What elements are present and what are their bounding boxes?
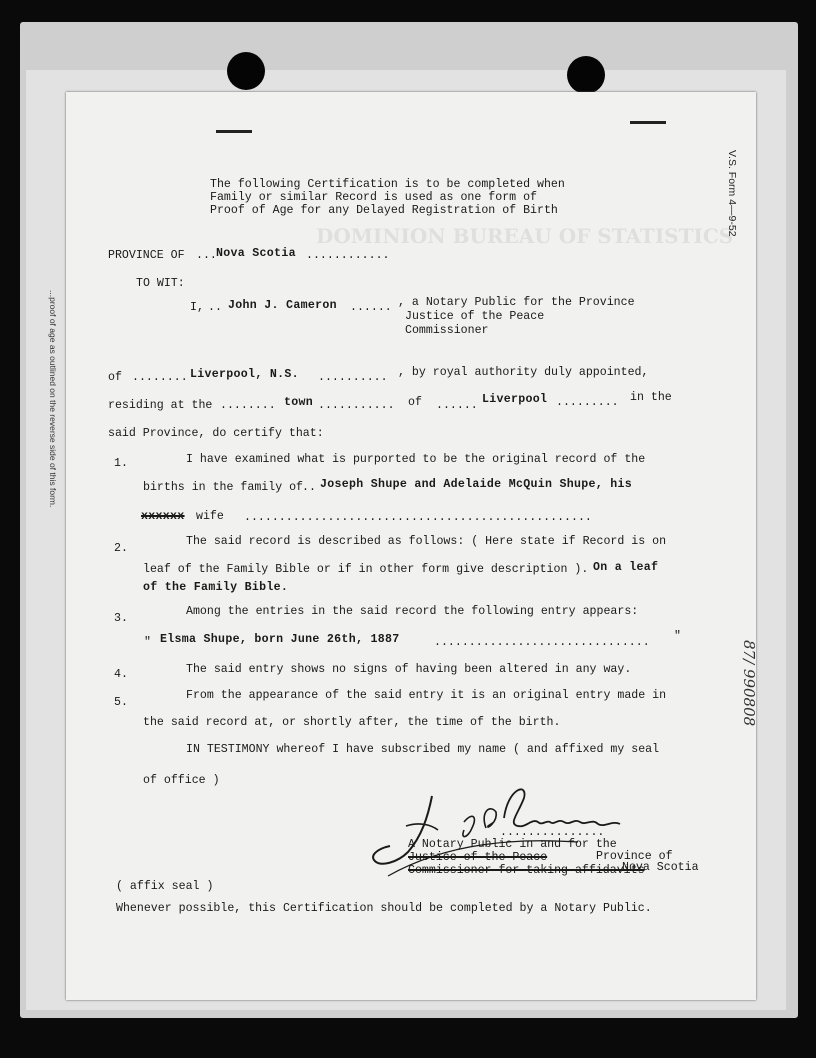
of2-dots: ......	[436, 399, 478, 412]
punch-hole-left	[227, 52, 265, 90]
of2-value: Liverpool	[482, 393, 548, 406]
header-line-2: Family or similar Record is used as one form of	[210, 191, 537, 204]
in-the: in the	[630, 391, 672, 404]
dash-mark	[216, 130, 252, 133]
of-value: Liverpool, N.S.	[190, 368, 299, 381]
province-dots-tail: ............	[306, 249, 390, 262]
item1-struck: xxxxxx	[141, 510, 185, 523]
of-label: of	[108, 371, 122, 384]
notary-line-3-struck: Commissioner for taking affidavits	[408, 864, 645, 877]
punch-hole-right	[567, 56, 605, 94]
item1-line2-prefix: births in the family of	[143, 481, 304, 494]
item3-entry: Elsma Shupe, born June 26th, 1887	[160, 633, 400, 646]
item-number-3: 3.	[114, 612, 128, 625]
testimony-line-1: IN TESTIMONY whereof I have subscribed my name ( and affixed my seal	[186, 743, 660, 756]
item3-close-quote: "	[674, 630, 681, 643]
item3-open-quote: "	[144, 636, 151, 649]
testimony-line-2: of office )	[143, 774, 220, 787]
dash-mark	[630, 121, 666, 124]
of2-dots-tail: .........	[556, 396, 619, 409]
notary-name: John J. Cameron	[228, 299, 337, 312]
side-note: ...proof of age as outlined on the reverse side of this form.	[48, 290, 58, 508]
header-line-3: Proof of Age for any Delayed Registration of Birth	[210, 204, 558, 217]
item1-dots: ..	[302, 481, 316, 494]
item5-line1: From the appearance of the said entry it is an original entry made in	[186, 689, 667, 702]
item3-line1: Among the entries in the said record the following entry appears:	[186, 605, 639, 618]
item1-family: Joseph Shupe and Adelaide McQuin Shupe, his	[320, 478, 633, 491]
footer-note: Whenever possible, this Certification should be completed by a Notary Public.	[116, 902, 652, 915]
of-dots: ........	[132, 371, 188, 384]
item2-answer-2: of the Family Bible.	[143, 581, 289, 594]
form-identifier: V.S. Form 4—9-52	[726, 150, 738, 237]
item-number-4: 4.	[114, 668, 128, 681]
notary-line-3-tail: Nova Scotia	[622, 861, 699, 874]
notary-dots-tail: ......	[350, 301, 392, 314]
notary-title-2: Justice of the Peace	[405, 310, 545, 323]
signature-dots: ...............	[500, 826, 605, 839]
notary-dots: ..	[208, 301, 222, 314]
appointed-text: , by royal authority duly appointed,	[398, 366, 649, 379]
item-number-5: 5.	[114, 696, 128, 709]
header-line-1: The following Certification is to be completed when	[210, 178, 565, 191]
residing-label: residing at the	[108, 399, 213, 412]
handwritten-reference: 87/ 990808	[740, 640, 758, 727]
province-label: PROVINCE OF	[108, 249, 185, 262]
certify-text: said Province, do certify that:	[108, 427, 324, 440]
item2-line2: leaf of the Family Bible or if in other form give description ).	[143, 563, 589, 576]
of-dots-tail: ..........	[318, 371, 388, 384]
to-wit: TO WIT:	[136, 277, 185, 290]
item3-dots: ...............................	[434, 636, 650, 649]
item-number-2: 2.	[114, 542, 128, 555]
item1-wife: wife	[196, 510, 224, 523]
residing-value: town	[284, 396, 314, 409]
item-number-1: 1.	[114, 457, 128, 470]
item5-line2: the said record at, or shortly after, the time of the birth.	[143, 716, 561, 729]
item2-answer-1: On a leaf	[593, 561, 659, 574]
notary-line-2-struck: Justice of the Peace	[408, 851, 548, 864]
province-dots: ...	[196, 249, 217, 262]
residing-dots: ........	[220, 399, 276, 412]
notary-line-1: A Notary Public in and for the	[408, 838, 617, 851]
item4-text: The said entry shows no signs of having been altered in any way.	[186, 663, 632, 676]
notary-title-1: , a Notary Public for the Province	[398, 296, 635, 309]
notary-prefix: I,	[190, 301, 204, 314]
of2-label: of	[408, 396, 422, 409]
item2-line1: The said record is described as follows: ( Here state if Record is on	[186, 535, 667, 548]
notary-title-3: Commissioner	[405, 324, 489, 337]
notary-line-2-tail: Province of	[596, 850, 673, 863]
province-value: Nova Scotia	[216, 247, 296, 260]
bleed-through-heading: DOMINION BUREAU OF STATISTICS	[316, 224, 734, 248]
residing-dots-tail: ...........	[318, 399, 395, 412]
affix-seal: ( affix seal )	[116, 880, 214, 893]
item1-line1: I have examined what is purported to be the original record of the	[186, 453, 646, 466]
item1-dots-tail: ..................................................	[244, 511, 592, 524]
